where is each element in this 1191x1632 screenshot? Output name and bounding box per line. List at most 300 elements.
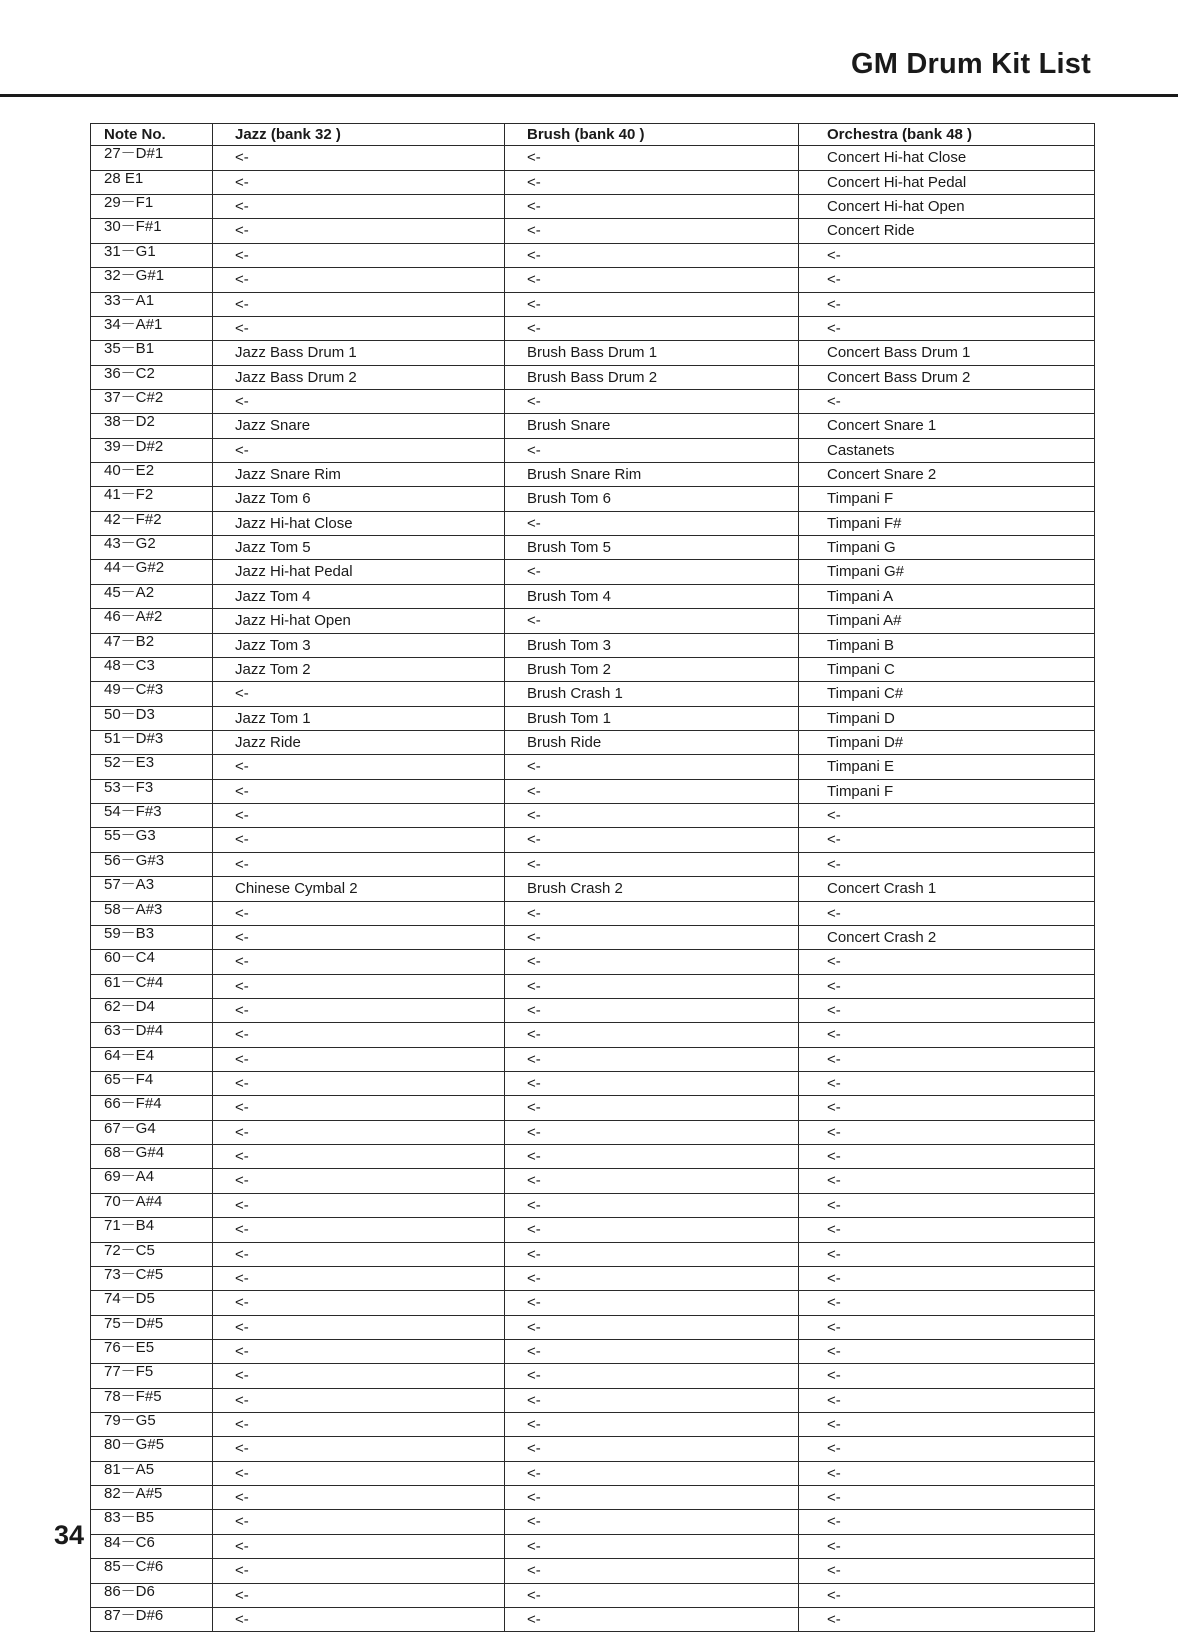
orchestra-cell: <- xyxy=(799,804,1095,828)
header-orchestra: Orchestra (bank 48 ) xyxy=(799,124,1095,146)
jazz-cell: <- xyxy=(213,1339,505,1363)
orchestra-cell: <- xyxy=(799,1242,1095,1266)
note-cell: 41－F2 xyxy=(91,487,213,511)
orchestra-cell: Timpani F# xyxy=(799,511,1095,535)
note-cell: 37－C#2 xyxy=(91,389,213,413)
note-cell: 57－A3 xyxy=(91,877,213,901)
table-row xyxy=(91,706,1095,730)
note-cell: 67－G4 xyxy=(91,1120,213,1144)
jazz-cell: Jazz Bass Drum 2 xyxy=(213,365,505,389)
brush-cell: <- xyxy=(505,1096,799,1120)
brush-cell: <- xyxy=(505,1364,799,1388)
table-row xyxy=(91,1291,1095,1315)
note-cell: 81－A5 xyxy=(91,1461,213,1485)
jazz-cell: <- xyxy=(213,1145,505,1169)
table-row xyxy=(91,560,1095,584)
brush-cell: <- xyxy=(505,950,799,974)
orchestra-cell: <- xyxy=(799,292,1095,316)
header-jazz: Jazz (bank 32 ) xyxy=(213,124,505,146)
table-row xyxy=(91,1486,1095,1510)
orchestra-cell: <- xyxy=(799,828,1095,852)
jazz-cell: <- xyxy=(213,925,505,949)
brush-cell: <- xyxy=(505,1218,799,1242)
orchestra-cell: <- xyxy=(799,1072,1095,1096)
jazz-cell: <- xyxy=(213,1096,505,1120)
note-cell: 66－F#4 xyxy=(91,1096,213,1120)
table-row xyxy=(91,487,1095,511)
table-body xyxy=(91,146,1095,1632)
note-cell: 87－D#6 xyxy=(91,1607,213,1631)
jazz-cell: <- xyxy=(213,1169,505,1193)
orchestra-cell: <- xyxy=(799,1047,1095,1071)
table-row xyxy=(91,1437,1095,1461)
brush-cell: Brush Bass Drum 1 xyxy=(505,341,799,365)
note-cell: 80－G#5 xyxy=(91,1437,213,1461)
orchestra-cell: <- xyxy=(799,974,1095,998)
orchestra-cell: <- xyxy=(799,901,1095,925)
table-row xyxy=(91,536,1095,560)
jazz-cell: <- xyxy=(213,901,505,925)
jazz-cell: <- xyxy=(213,1364,505,1388)
note-cell: 70－A#4 xyxy=(91,1193,213,1217)
jazz-cell: <- xyxy=(213,1388,505,1412)
table-row xyxy=(91,1169,1095,1193)
brush-cell: <- xyxy=(505,195,799,219)
jazz-cell: <- xyxy=(213,828,505,852)
note-cell: 82－A#5 xyxy=(91,1486,213,1510)
brush-cell: Brush Ride xyxy=(505,730,799,754)
jazz-cell: <- xyxy=(213,1291,505,1315)
orchestra-cell: Concert Snare 1 xyxy=(799,414,1095,438)
orchestra-cell: <- xyxy=(799,950,1095,974)
note-cell: 46－A#2 xyxy=(91,609,213,633)
table-row xyxy=(91,1607,1095,1631)
note-cell: 51－D#3 xyxy=(91,730,213,754)
note-cell: 69－A4 xyxy=(91,1169,213,1193)
table-row xyxy=(91,1339,1095,1363)
jazz-cell: <- xyxy=(213,1315,505,1339)
jazz-cell: <- xyxy=(213,950,505,974)
jazz-cell: Chinese Cymbal 2 xyxy=(213,877,505,901)
brush-cell: <- xyxy=(505,998,799,1022)
jazz-cell: Jazz Snare Rim xyxy=(213,463,505,487)
jazz-cell: Jazz Hi-hat Pedal xyxy=(213,560,505,584)
jazz-cell: <- xyxy=(213,1242,505,1266)
table-row xyxy=(91,1266,1095,1290)
brush-cell: <- xyxy=(505,1120,799,1144)
orchestra-cell: Timpani G# xyxy=(799,560,1095,584)
table-row xyxy=(91,609,1095,633)
table-row xyxy=(91,998,1095,1022)
table-row xyxy=(91,1193,1095,1217)
table-row xyxy=(91,170,1095,194)
orchestra-cell: <- xyxy=(799,1339,1095,1363)
orchestra-cell: <- xyxy=(799,1413,1095,1437)
brush-cell: <- xyxy=(505,1583,799,1607)
table-row xyxy=(91,1047,1095,1071)
orchestra-cell: Timpani F xyxy=(799,487,1095,511)
jazz-cell: <- xyxy=(213,1437,505,1461)
table-row xyxy=(91,1242,1095,1266)
brush-cell: <- xyxy=(505,219,799,243)
jazz-cell: <- xyxy=(213,755,505,779)
note-cell: 72－C5 xyxy=(91,1242,213,1266)
brush-cell: Brush Snare xyxy=(505,414,799,438)
table-row xyxy=(91,1023,1095,1047)
note-cell: 79－G5 xyxy=(91,1413,213,1437)
orchestra-cell: <- xyxy=(799,389,1095,413)
note-cell: 50－D3 xyxy=(91,706,213,730)
jazz-cell: <- xyxy=(213,195,505,219)
orchestra-cell: <- xyxy=(799,1559,1095,1583)
table-row xyxy=(91,828,1095,852)
jazz-cell: <- xyxy=(213,243,505,267)
table-row xyxy=(91,1315,1095,1339)
brush-cell: <- xyxy=(505,925,799,949)
note-cell: 52－E3 xyxy=(91,755,213,779)
brush-cell: Brush Tom 4 xyxy=(505,584,799,608)
note-cell: 31－G1 xyxy=(91,243,213,267)
jazz-cell: <- xyxy=(213,1607,505,1631)
brush-cell: <- xyxy=(505,1437,799,1461)
brush-cell: <- xyxy=(505,1339,799,1363)
note-cell: 56－G#3 xyxy=(91,852,213,876)
brush-cell: <- xyxy=(505,1193,799,1217)
table-row xyxy=(91,584,1095,608)
brush-cell: Brush Tom 2 xyxy=(505,657,799,681)
orchestra-cell: <- xyxy=(799,852,1095,876)
jazz-cell: <- xyxy=(213,1023,505,1047)
brush-cell: <- xyxy=(505,1242,799,1266)
drum-kit-table xyxy=(90,123,1095,1632)
brush-cell: <- xyxy=(505,755,799,779)
note-cell: 43－G2 xyxy=(91,536,213,560)
jazz-cell: <- xyxy=(213,804,505,828)
jazz-cell: <- xyxy=(213,1486,505,1510)
brush-cell: <- xyxy=(505,1510,799,1534)
jazz-cell: Jazz Ride xyxy=(213,730,505,754)
brush-cell: Brush Tom 1 xyxy=(505,706,799,730)
note-cell: 32－G#1 xyxy=(91,268,213,292)
orchestra-cell: <- xyxy=(799,1534,1095,1558)
note-cell: 48－C3 xyxy=(91,657,213,681)
orchestra-cell: Concert Bass Drum 1 xyxy=(799,341,1095,365)
note-cell: 54－F#3 xyxy=(91,804,213,828)
table-row xyxy=(91,195,1095,219)
orchestra-cell: Timpani D xyxy=(799,706,1095,730)
table-row xyxy=(91,1388,1095,1412)
jazz-cell: <- xyxy=(213,852,505,876)
jazz-cell: <- xyxy=(213,292,505,316)
brush-cell: <- xyxy=(505,170,799,194)
note-cell: 76－E5 xyxy=(91,1339,213,1363)
brush-cell: <- xyxy=(505,243,799,267)
table-row xyxy=(91,974,1095,998)
brush-cell: <- xyxy=(505,804,799,828)
jazz-cell: <- xyxy=(213,1461,505,1485)
brush-cell: <- xyxy=(505,292,799,316)
table-row xyxy=(91,511,1095,535)
jazz-cell: Jazz Tom 3 xyxy=(213,633,505,657)
note-cell: 65－F4 xyxy=(91,1072,213,1096)
table-row xyxy=(91,1096,1095,1120)
jazz-cell: <- xyxy=(213,682,505,706)
jazz-cell: <- xyxy=(213,316,505,340)
orchestra-cell: Timpani C xyxy=(799,657,1095,681)
note-cell: 68－G#4 xyxy=(91,1145,213,1169)
jazz-cell: Jazz Snare xyxy=(213,414,505,438)
page-title: GM Drum Kit List xyxy=(850,48,1091,80)
orchestra-cell: Castanets xyxy=(799,438,1095,462)
brush-cell: Brush Crash 2 xyxy=(505,877,799,901)
header-brush: Brush (bank 40 ) xyxy=(505,124,799,146)
jazz-cell: <- xyxy=(213,389,505,413)
note-cell: 38－D2 xyxy=(91,414,213,438)
jazz-cell: <- xyxy=(213,1193,505,1217)
orchestra-cell: Concert Hi-hat Open xyxy=(799,195,1095,219)
page-number: 34 xyxy=(54,1520,85,1550)
table-row xyxy=(91,633,1095,657)
table-row xyxy=(91,1364,1095,1388)
brush-cell: <- xyxy=(505,1266,799,1290)
jazz-cell: <- xyxy=(213,146,505,170)
table-row xyxy=(91,1510,1095,1534)
note-cell: 30－F#1 xyxy=(91,219,213,243)
note-cell: 34－A#1 xyxy=(91,316,213,340)
jazz-cell: <- xyxy=(213,1559,505,1583)
table-row xyxy=(91,925,1095,949)
brush-cell: <- xyxy=(505,438,799,462)
orchestra-cell: Concert Ride xyxy=(799,219,1095,243)
jazz-cell: <- xyxy=(213,1534,505,1558)
brush-cell: <- xyxy=(505,1315,799,1339)
note-cell: 42－F#2 xyxy=(91,511,213,535)
note-cell: 78－F#5 xyxy=(91,1388,213,1412)
note-cell: 75－D#5 xyxy=(91,1315,213,1339)
note-cell: 62－D4 xyxy=(91,998,213,1022)
table-row xyxy=(91,1218,1095,1242)
table-row xyxy=(91,730,1095,754)
table-row xyxy=(91,1413,1095,1437)
orchestra-cell: <- xyxy=(799,1388,1095,1412)
note-cell: 33－A1 xyxy=(91,292,213,316)
brush-cell: <- xyxy=(505,389,799,413)
table-row xyxy=(91,316,1095,340)
brush-cell: <- xyxy=(505,1291,799,1315)
header-note-no: Note No. xyxy=(91,124,213,146)
orchestra-cell: <- xyxy=(799,1461,1095,1485)
table-row xyxy=(91,219,1095,243)
orchestra-cell: <- xyxy=(799,1218,1095,1242)
jazz-cell: <- xyxy=(213,1266,505,1290)
orchestra-cell: <- xyxy=(799,268,1095,292)
jazz-cell: <- xyxy=(213,974,505,998)
brush-cell: <- xyxy=(505,1388,799,1412)
table-row xyxy=(91,755,1095,779)
table-row xyxy=(91,414,1095,438)
jazz-cell: Jazz Tom 4 xyxy=(213,584,505,608)
orchestra-cell: Timpani A# xyxy=(799,609,1095,633)
table-row xyxy=(91,877,1095,901)
brush-cell: <- xyxy=(505,268,799,292)
table-row xyxy=(91,1559,1095,1583)
brush-cell: <- xyxy=(505,511,799,535)
table-row xyxy=(91,1145,1095,1169)
note-cell: 27－D#1 xyxy=(91,146,213,170)
note-cell: 53－F3 xyxy=(91,779,213,803)
orchestra-cell: <- xyxy=(799,1120,1095,1144)
orchestra-cell: <- xyxy=(799,1486,1095,1510)
table-row xyxy=(91,1461,1095,1485)
jazz-cell: <- xyxy=(213,1120,505,1144)
brush-cell: <- xyxy=(505,1486,799,1510)
note-cell: 44－G#2 xyxy=(91,560,213,584)
note-cell: 84－C6 xyxy=(91,1534,213,1558)
note-cell: 39－D#2 xyxy=(91,438,213,462)
brush-cell: <- xyxy=(505,609,799,633)
note-cell: 28 E1 xyxy=(91,170,213,194)
orchestra-cell: <- xyxy=(799,1193,1095,1217)
jazz-cell: Jazz Bass Drum 1 xyxy=(213,341,505,365)
jazz-cell: <- xyxy=(213,219,505,243)
note-cell: 73－C#5 xyxy=(91,1266,213,1290)
brush-cell: <- xyxy=(505,560,799,584)
note-cell: 58－A#3 xyxy=(91,901,213,925)
brush-cell: <- xyxy=(505,1607,799,1631)
table-row xyxy=(91,292,1095,316)
jazz-cell: <- xyxy=(213,170,505,194)
orchestra-cell: <- xyxy=(799,1266,1095,1290)
jazz-cell: <- xyxy=(213,998,505,1022)
orchestra-cell: Timpani A xyxy=(799,584,1095,608)
jazz-cell: <- xyxy=(213,779,505,803)
orchestra-cell: <- xyxy=(799,316,1095,340)
note-cell: 35－B1 xyxy=(91,341,213,365)
note-cell: 63－D#4 xyxy=(91,1023,213,1047)
brush-cell: <- xyxy=(505,1047,799,1071)
note-cell: 40－E2 xyxy=(91,463,213,487)
brush-cell: Brush Bass Drum 2 xyxy=(505,365,799,389)
note-cell: 47－B2 xyxy=(91,633,213,657)
jazz-cell: <- xyxy=(213,1072,505,1096)
jazz-cell: <- xyxy=(213,1047,505,1071)
jazz-cell: <- xyxy=(213,1413,505,1437)
table-row xyxy=(91,438,1095,462)
table-row xyxy=(91,657,1095,681)
table-row xyxy=(91,901,1095,925)
table-row xyxy=(91,243,1095,267)
orchestra-cell: <- xyxy=(799,1437,1095,1461)
brush-cell: <- xyxy=(505,1534,799,1558)
table-row xyxy=(91,950,1095,974)
orchestra-cell: <- xyxy=(799,243,1095,267)
orchestra-cell: <- xyxy=(799,1607,1095,1631)
brush-cell: <- xyxy=(505,316,799,340)
table-row xyxy=(91,1072,1095,1096)
orchestra-cell: Concert Bass Drum 2 xyxy=(799,365,1095,389)
orchestra-cell: <- xyxy=(799,1291,1095,1315)
orchestra-cell: Concert Snare 2 xyxy=(799,463,1095,487)
orchestra-cell: Timpani D# xyxy=(799,730,1095,754)
brush-cell: <- xyxy=(505,974,799,998)
orchestra-cell: Concert Hi-hat Pedal xyxy=(799,170,1095,194)
table-row xyxy=(91,146,1095,170)
note-cell: 77－F5 xyxy=(91,1364,213,1388)
orchestra-cell: Timpani C# xyxy=(799,682,1095,706)
orchestra-cell: <- xyxy=(799,998,1095,1022)
brush-cell: <- xyxy=(505,1559,799,1583)
orchestra-cell: <- xyxy=(799,1169,1095,1193)
brush-cell: <- xyxy=(505,901,799,925)
table-row xyxy=(91,852,1095,876)
brush-cell: Brush Tom 6 xyxy=(505,487,799,511)
orchestra-cell: Timpani E xyxy=(799,755,1095,779)
note-cell: 60－C4 xyxy=(91,950,213,974)
note-cell: 29－F1 xyxy=(91,195,213,219)
jazz-cell: Jazz Tom 2 xyxy=(213,657,505,681)
jazz-cell: <- xyxy=(213,1583,505,1607)
jazz-cell: <- xyxy=(213,1218,505,1242)
jazz-cell: Jazz Tom 6 xyxy=(213,487,505,511)
jazz-cell: <- xyxy=(213,438,505,462)
table-row xyxy=(91,1534,1095,1558)
note-cell: 59－B3 xyxy=(91,925,213,949)
table-row xyxy=(91,463,1095,487)
note-cell: 74－D5 xyxy=(91,1291,213,1315)
table-row xyxy=(91,682,1095,706)
brush-cell: <- xyxy=(505,1072,799,1096)
orchestra-cell: Concert Crash 2 xyxy=(799,925,1095,949)
orchestra-cell: <- xyxy=(799,1583,1095,1607)
note-cell: 85－C#6 xyxy=(91,1559,213,1583)
note-cell: 61－C#4 xyxy=(91,974,213,998)
brush-cell: Brush Crash 1 xyxy=(505,682,799,706)
orchestra-cell: <- xyxy=(799,1096,1095,1120)
jazz-cell: <- xyxy=(213,268,505,292)
brush-cell: <- xyxy=(505,779,799,803)
jazz-cell: Jazz Tom 5 xyxy=(213,536,505,560)
table-header-row xyxy=(91,124,1095,146)
note-cell: 49－C#3 xyxy=(91,682,213,706)
brush-cell: Brush Tom 3 xyxy=(505,633,799,657)
table-row xyxy=(91,1120,1095,1144)
orchestra-cell: Timpani B xyxy=(799,633,1095,657)
brush-cell: <- xyxy=(505,146,799,170)
orchestra-cell: Concert Hi-hat Close xyxy=(799,146,1095,170)
orchestra-cell: <- xyxy=(799,1510,1095,1534)
note-cell: 45－A2 xyxy=(91,584,213,608)
table-row xyxy=(91,341,1095,365)
orchestra-cell: <- xyxy=(799,1315,1095,1339)
table-row xyxy=(91,365,1095,389)
orchestra-cell: <- xyxy=(799,1364,1095,1388)
brush-cell: <- xyxy=(505,1169,799,1193)
orchestra-cell: Timpani F xyxy=(799,779,1095,803)
brush-cell: <- xyxy=(505,1413,799,1437)
brush-cell: <- xyxy=(505,1023,799,1047)
orchestra-cell: Timpani G xyxy=(799,536,1095,560)
jazz-cell: Jazz Tom 1 xyxy=(213,706,505,730)
jazz-cell: <- xyxy=(213,1510,505,1534)
brush-cell: <- xyxy=(505,1145,799,1169)
note-cell: 55－G3 xyxy=(91,828,213,852)
table-row xyxy=(91,779,1095,803)
jazz-cell: Jazz Hi-hat Open xyxy=(213,609,505,633)
brush-cell: Brush Tom 5 xyxy=(505,536,799,560)
table-row xyxy=(91,804,1095,828)
brush-cell: <- xyxy=(505,1461,799,1485)
brush-cell: <- xyxy=(505,828,799,852)
